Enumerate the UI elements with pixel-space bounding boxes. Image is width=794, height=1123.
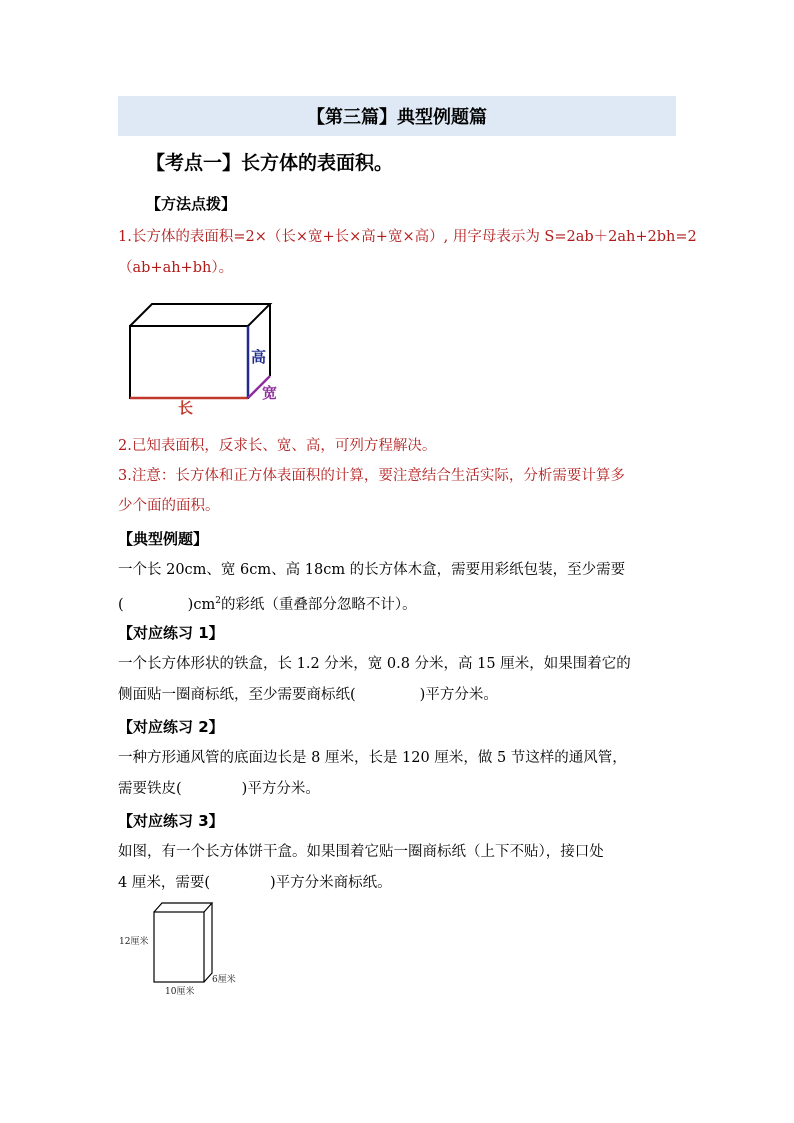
practice-3-heading: 【对应练习 3】 [118,812,224,830]
method-point-2: 2.已知表面积，反求长、宽、高，可列方程解决。 [118,438,437,454]
box-width-label: 6厘米 [212,975,236,985]
blank-open: ( [118,596,124,613]
practice-1-text-end: )平方分米。 [419,687,498,703]
box-length-label: 10厘米 [165,987,195,997]
practice-2-text-end: )平方分米。 [241,781,320,797]
biscuit-box-figure [118,900,248,1000]
practice-2-heading: 【对应练习 2】 [118,718,224,736]
practice-2-line-2 [118,779,320,799]
height-label: 高 [251,348,267,366]
unit-superscript: 2 [215,596,221,606]
method-point-3-line-1: 3.注意：长方体和正方体表面积的计算，要注意结合生活实际，分析需要计算多 [118,468,625,484]
width-label: 宽 [262,384,278,402]
page-title: 【第三篇】典型例题篇 [118,96,676,136]
practice-3-line-1: 如图，有一个长方体饼干盒。如果围着它贴一圈商标纸（上下不贴），接口处 [118,844,604,860]
top-face [130,304,270,326]
practice-3-line-2 [118,873,392,893]
method-point-1-line-2: （ab+ah+bh）。 [118,260,234,276]
practice-1-text-start: 侧面贴一圈商标纸，至少需要商标纸( [118,687,356,703]
example-text-line-2 [118,591,417,615]
box-front-face [154,912,204,982]
practice-1-line-1: 一个长方体形状的铁盒，长 1.2 分米，宽 0.8 分米，高 15 厘米，如果围着它的 [118,656,631,672]
practice-1-heading: 【对应练习 1】 [118,624,224,642]
section-heading: 【考点一】长方体的表面积。 [146,152,394,174]
practice-2-line-1: 一种方形通风管的底面边长是 8 厘米，长是 120 厘米，做 5 节这样的通风管， [118,750,627,766]
unit: )cm [187,596,216,613]
method-point-3-line-2: 少个面的面积。 [118,498,220,514]
example-text-rest: 的彩纸（重叠部分忽略不计）。 [220,596,417,613]
method-heading: 【方法点拨】 [146,195,237,213]
box-height-label: 12厘米 [119,937,149,947]
practice-3-text-end: )平方分米商标纸。 [270,875,392,891]
box-top-face [154,903,212,912]
practice-3-text-start: 4 厘米，需要( [118,875,210,891]
cuboid-figure [118,300,278,420]
example-text-line-1: 一个长 20cm、宽 6cm、高 18cm 的长方体木盒，需要用彩纸包装，至少需要 [118,562,626,578]
box-side-face [204,903,212,982]
front-face [130,326,248,398]
practice-1-line-2 [118,685,498,705]
practice-2-text-start: 需要铁皮( [118,781,182,797]
length-label: 长 [178,399,194,417]
method-point-1-line-1: 1.长方体的表面积=2×（长×宽+长×高+宽×高）, 用字母表示为 S=2ab＋2ah+2bh=2 [118,229,697,245]
example-heading: 【典型例题】 [118,530,209,548]
